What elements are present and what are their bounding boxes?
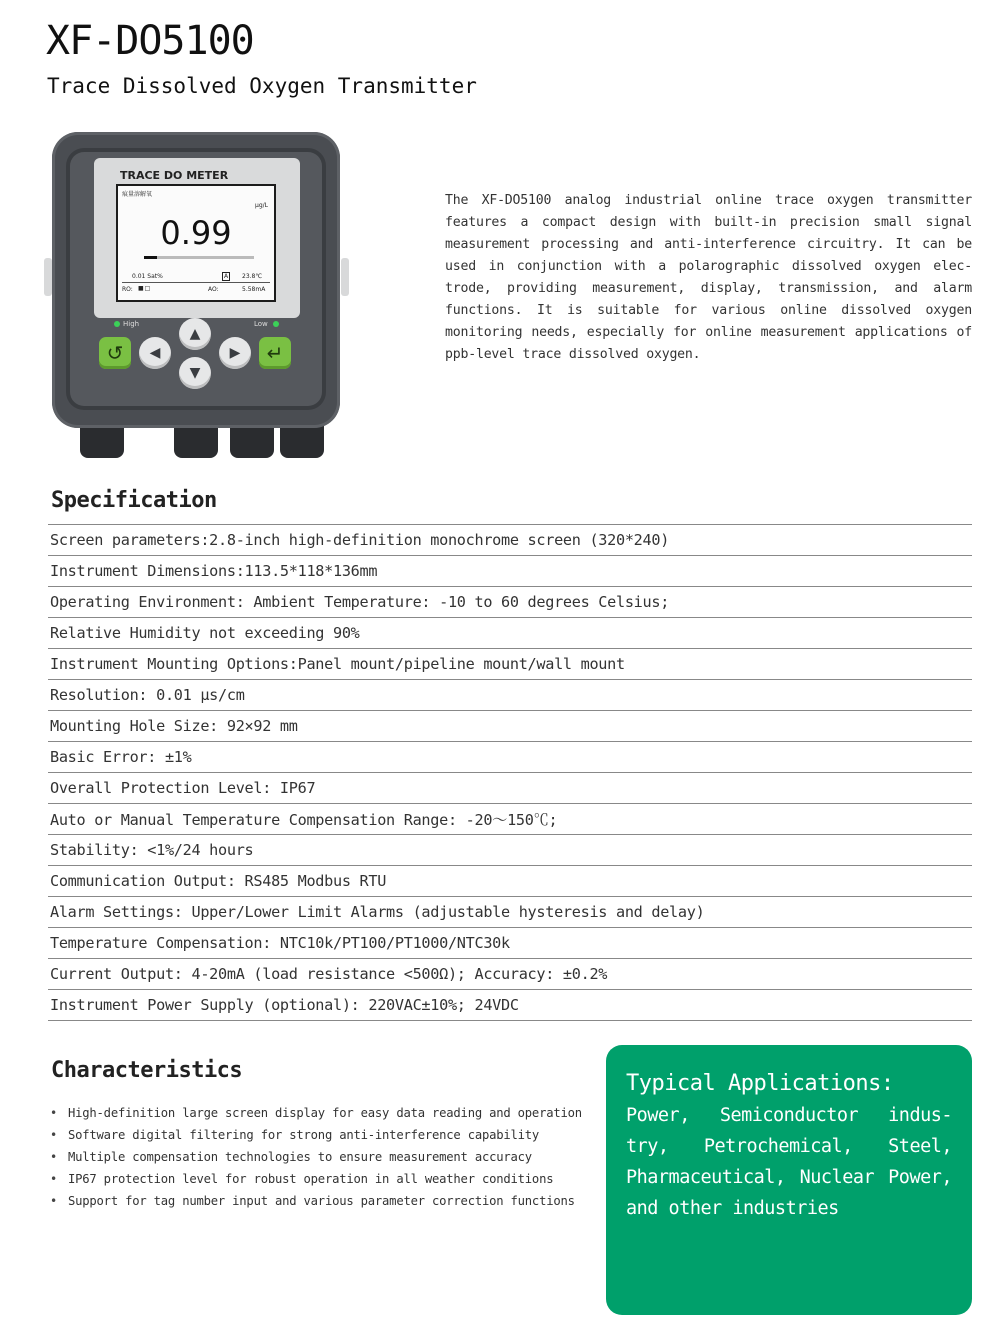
down-arrow-icon: ▼ bbox=[189, 365, 201, 381]
lcd-ro-label: RO: bbox=[122, 286, 133, 293]
specification-row: Resolution: 0.01 μs/cm bbox=[48, 680, 972, 711]
characteristic-text: IP67 protection level for robust operation in all weather conditions bbox=[68, 1172, 554, 1186]
specification-row: Mounting Hole Size: 92×92 mm bbox=[48, 711, 972, 742]
meter-label: TRACE DO METER bbox=[120, 169, 229, 182]
up-arrow-icon: ▲ bbox=[189, 326, 201, 342]
characteristic-text: High-definition large screen display for easy data reading and operation bbox=[68, 1106, 582, 1120]
low-led-icon bbox=[273, 321, 279, 327]
lcd-temp-mode: A bbox=[224, 273, 229, 280]
characteristics-title: Characteristics bbox=[51, 1058, 243, 1083]
page-title: XF-DO5100 bbox=[46, 18, 254, 64]
applications-box bbox=[606, 1045, 972, 1315]
characteristic-text: Support for tag number input and various parameter correction functions bbox=[68, 1194, 575, 1208]
side-mount-tab bbox=[341, 258, 349, 296]
bullet-icon: • bbox=[50, 1150, 58, 1164]
lcd-temp: 23.8℃ bbox=[242, 273, 263, 280]
left-button[interactable] bbox=[139, 337, 171, 369]
characteristic-item bbox=[50, 1168, 610, 1190]
left-arrow-icon: ◀ bbox=[149, 345, 161, 361]
bullet-icon: • bbox=[50, 1128, 58, 1142]
specification-list bbox=[48, 525, 972, 1021]
right-arrow-icon: ▶ bbox=[229, 345, 241, 361]
specification-row: Operating Environment: Ambient Temperature: -10 to 60 degrees Celsius; bbox=[48, 587, 972, 618]
lcd-level-fill bbox=[144, 256, 157, 259]
led-low-label: Low bbox=[254, 320, 268, 328]
bullet-icon: • bbox=[50, 1172, 58, 1186]
specification-title: Specification bbox=[51, 488, 217, 513]
specification-row: Alarm Settings: Upper/Lower Limit Alarms (adjustable hysteresis and delay) bbox=[48, 897, 972, 928]
lcd-screen-title: 痕量溶解氧 bbox=[122, 191, 153, 198]
right-button[interactable] bbox=[219, 337, 251, 369]
specification-row: Overall Protection Level: IP67 bbox=[48, 773, 972, 804]
lcd-divider bbox=[122, 282, 270, 283]
characteristic-item bbox=[50, 1102, 610, 1124]
up-button[interactable] bbox=[179, 318, 211, 350]
characteristic-text: Multiple compensation technologies to ensure measurement accuracy bbox=[68, 1150, 532, 1164]
specification-row: Communication Output: RS485 Modbus RTU bbox=[48, 866, 972, 897]
specification-row: Auto or Manual Temperature Compensation Range: -20～150℃; bbox=[48, 804, 972, 835]
back-arrow-icon: ↺ bbox=[106, 341, 124, 365]
characteristics-list bbox=[50, 1102, 610, 1212]
specification-row: Instrument Dimensions:113.5*118*136mm bbox=[48, 556, 972, 587]
lcd-screen bbox=[116, 184, 276, 302]
side-mount-tab bbox=[44, 258, 52, 296]
lcd-ao-label: AO: bbox=[208, 286, 219, 293]
enter-button[interactable] bbox=[259, 337, 291, 369]
specification-row: Basic Error: ±1% bbox=[48, 742, 972, 773]
lcd-level-bar bbox=[144, 256, 254, 259]
back-button[interactable] bbox=[99, 337, 131, 369]
enter-icon: ↵ bbox=[266, 341, 284, 365]
specification-row: Stability: <1%/24 hours bbox=[48, 835, 972, 866]
bullet-icon: • bbox=[50, 1194, 58, 1208]
specification-row: Relative Humidity not exceeding 90% bbox=[48, 618, 972, 649]
characteristic-item bbox=[50, 1124, 610, 1146]
specification-row: Instrument Power Supply (optional): 220VAC±10%; 24VDC bbox=[48, 990, 972, 1021]
page-subtitle: Trace Dissolved Oxygen Transmitter bbox=[47, 74, 477, 98]
characteristic-item bbox=[50, 1190, 610, 1212]
bullet-icon: • bbox=[50, 1106, 58, 1120]
specification-row: Screen parameters:2.8-inch high-definition monochrome screen (320*240) bbox=[48, 525, 972, 556]
lcd-unit: μg/L bbox=[255, 202, 268, 209]
specification-row: Temperature Compensation: NTC10k/PT100/PT1000/NTC30k bbox=[48, 928, 972, 959]
relay-status-icon: ■□ bbox=[138, 285, 152, 292]
specification-row: Current Output: 4-20mA (load resistance <500Ω); Accuracy: ±0.2% bbox=[48, 959, 972, 990]
device-image bbox=[44, 132, 349, 462]
applications-text: Power, Semiconductor indus-try, Petrochemical, Steel, Pharmaceutical, Nuclear Power, and other industries bbox=[626, 1105, 952, 1219]
lcd-reading: 0.99 bbox=[160, 214, 232, 252]
lcd-sat: 0.01 Sat% bbox=[132, 273, 163, 280]
specification-row: Instrument Mounting Options:Panel mount/pipeline mount/wall mount bbox=[48, 649, 972, 680]
product-description: The XF-DO5100 analog industrial online trace oxygen transmitter features a compact design with built-in precision small signal measurement processing and anti-interference circuitry. It can be used in conjunction with a polarographic dissolved oxygen elec-trode, providing measurement, display, transmission, and alarm functions. It is suitable for various online dissolved oxygen monitoring needs, especially for online measurement applications of ppb-level trace dissolved oxygen. bbox=[445, 193, 972, 362]
characteristic-text: Software digital filtering for strong anti-interference capability bbox=[68, 1128, 540, 1142]
down-button[interactable] bbox=[179, 357, 211, 389]
characteristic-item bbox=[50, 1146, 610, 1168]
high-led-icon bbox=[114, 321, 120, 327]
applications-title: Typical Applications: bbox=[626, 1071, 894, 1096]
led-high-label: High bbox=[123, 320, 140, 328]
lcd-ao-value: 5.58mA bbox=[242, 286, 266, 293]
